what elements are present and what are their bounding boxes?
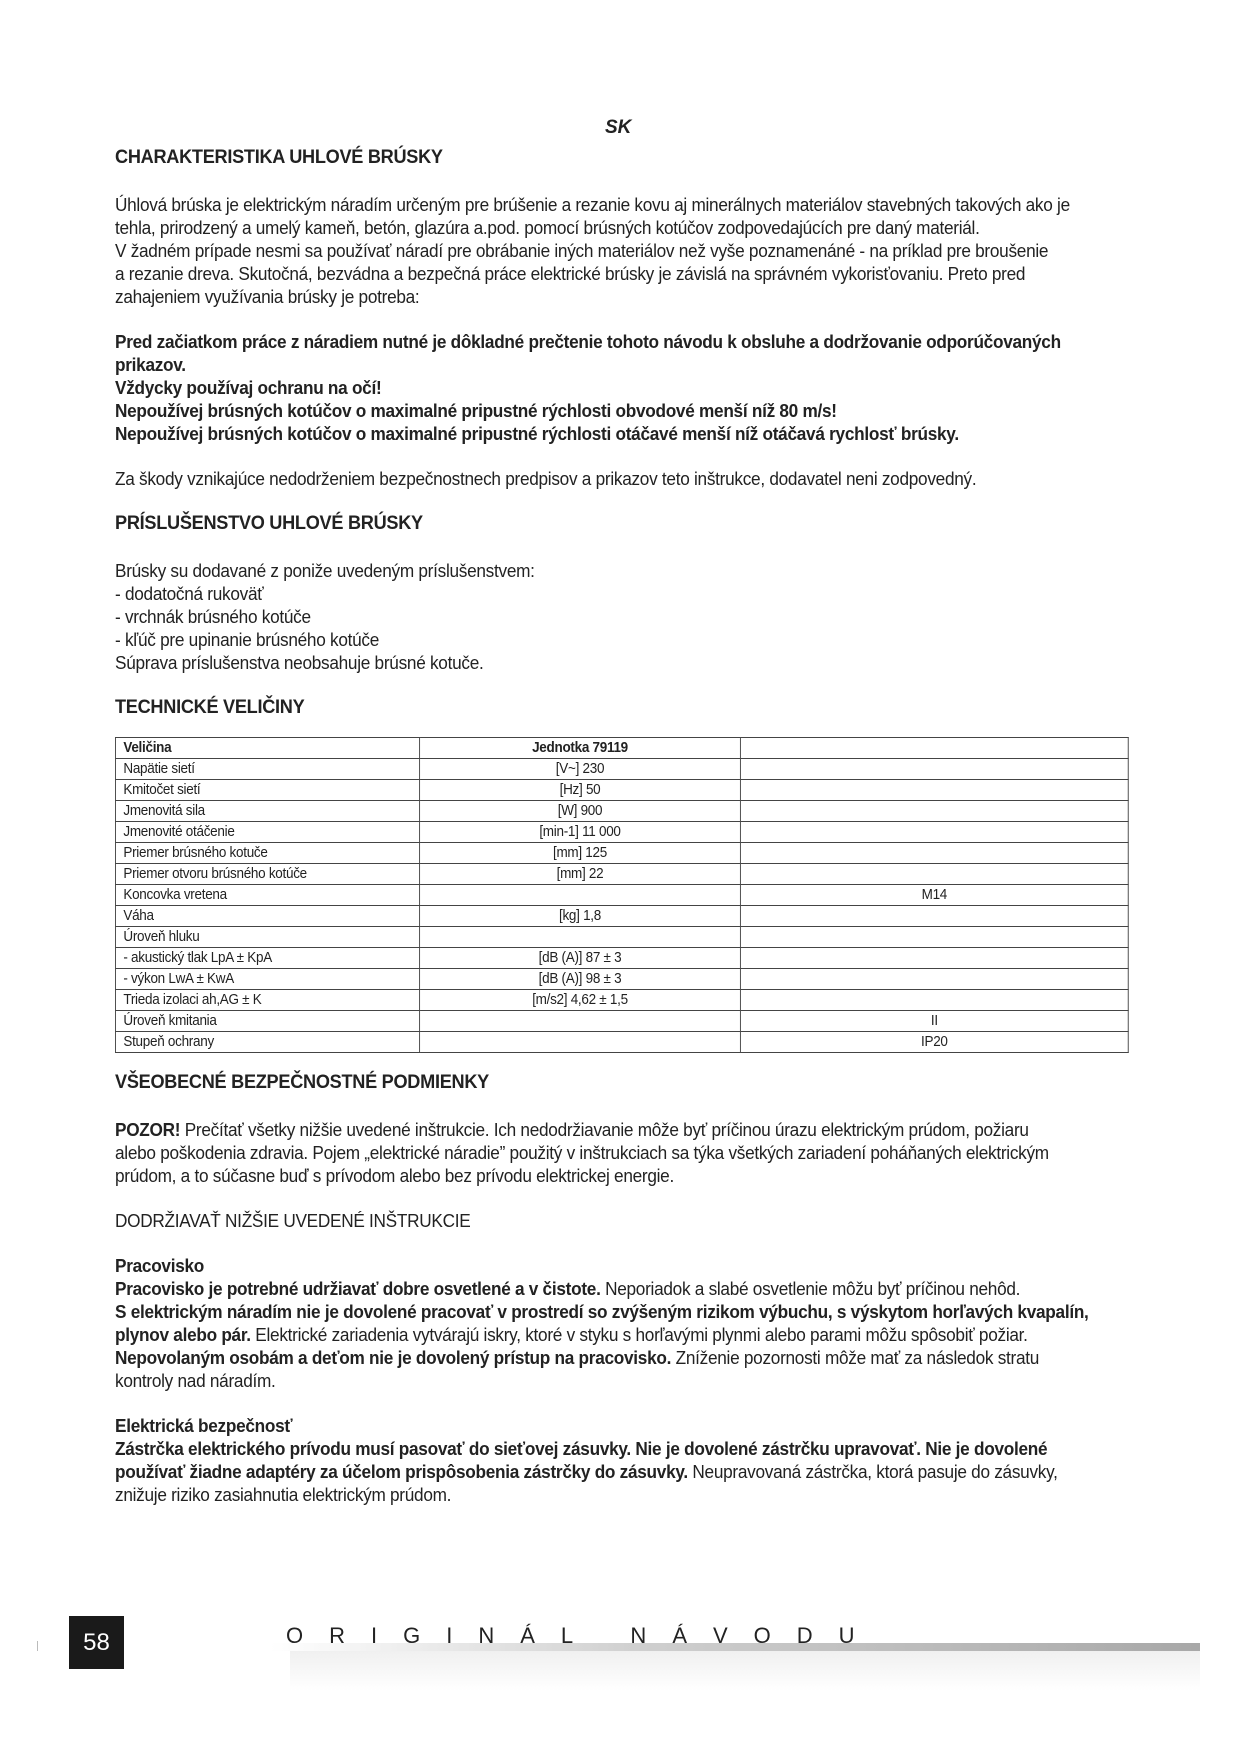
table-cell: [mm] 125 [420, 843, 741, 864]
table-cell [740, 948, 1128, 969]
rule-text: Elektrické zariadenia vytvárajú iskry, ktoré v styku s horľavými plynmi alebo parami môžu spôsobiť požiar. [250, 1324, 1028, 1345]
instructions-subheading: DODRŽIAVAŤ NIŽŠIE UVEDENÉ INŠTRUKCIE [115, 1210, 471, 1231]
table-header-cell: Veličina [115, 738, 419, 759]
accessory-line: - dodatočná rukoväť [115, 583, 264, 604]
table-header-cell [740, 738, 1128, 759]
table-cell: [kg] 1,8 [420, 906, 741, 927]
table-cell: Váha [115, 906, 419, 927]
table-header-row [115, 738, 1128, 759]
accessory-line: - vrchnák brúsného kotúče [115, 606, 311, 627]
pozor-label: POZOR! [115, 1119, 181, 1140]
language-code: SK [605, 117, 632, 138]
table-row [115, 1011, 1128, 1032]
table-cell [740, 843, 1128, 864]
table-cell: M14 [740, 885, 1128, 906]
section-title-technical: TECHNICKÉ VELIČINY [115, 696, 305, 718]
table-cell [420, 1032, 741, 1053]
table-row [115, 843, 1128, 864]
warning-line: prikazov. [115, 354, 186, 375]
table-cell [740, 969, 1128, 990]
table-cell: - výkon LwA ± KwA [115, 969, 419, 990]
table-row [115, 906, 1128, 927]
section-title-characteristics: CHARAKTERISTIKA UHLOVÉ BRÚSKY [115, 146, 443, 168]
page-number: 58 [69, 1616, 124, 1669]
table-cell: [Hz] 50 [420, 780, 741, 801]
rule-bold: používať žiadne adaptéry za účelom prispôsobenia zástrčky do zásuvky. [115, 1461, 688, 1482]
table-cell [740, 864, 1128, 885]
paragraph-line: prúdom, a to súčasne buď s prívodom alebo bez prívodu elektrickej energie. [115, 1165, 674, 1186]
footer-shadow [290, 1651, 1200, 1691]
rule-bold: Pracovisko je potrebné udržiavať dobre osvetlené a v čistote. [115, 1278, 601, 1299]
workplace-rule [115, 1277, 1131, 1300]
paragraph-line: tehla, prirodzený a umelý kameň, betón, glazúra a.pod. pomocí brúsných kotúčov zodpovedajúcích pre daný materiál. [115, 217, 980, 238]
table-cell: Priemer otvoru brúsného kotúče [115, 864, 419, 885]
table-cell: Priemer brúsného kotuče [115, 843, 419, 864]
table-cell [740, 927, 1128, 948]
rule-text: Neupravovaná zástrčka, ktorá pasuje do zásuvky, [687, 1461, 1058, 1482]
table-cell [740, 822, 1128, 843]
rule-text: Neporiadok a slabé osvetlenie môžu byť príčinou nehôd. [600, 1278, 1021, 1299]
table-cell: [W] 900 [420, 801, 741, 822]
table-cell: Trieda izolaci ah,AG ± K [115, 990, 419, 1011]
table-cell: Stupeň ochrany [115, 1032, 419, 1053]
table-cell: Jmenovitá sila [115, 801, 419, 822]
workplace-rule [115, 1323, 1131, 1346]
workplace-rule [115, 1346, 1131, 1369]
electrical-rule [115, 1460, 1131, 1483]
table-cell: Úroveň kmitania [115, 1011, 419, 1032]
accessory-line: Súprava príslušenstva neobsahuje brúsné kotuče. [115, 652, 484, 673]
paragraph-line: Úhlová brúska je elektrickým náradím určeným pre brúšenie a rezanie kovu aj minerálnych materiálov stavebných takových ako je [115, 194, 1070, 215]
rule-text: Zníženie pozornosti môže mať za následok stratu [671, 1347, 1040, 1368]
table-row [115, 1032, 1128, 1053]
rule-bold: Zástrčka elektrického prívodu musí pasovať do sieťovej zásuvky. Nie je dovolené zástrčku upravovať. Nie je dovolené [115, 1438, 1048, 1459]
table-cell: Kmitočet sietí [115, 780, 419, 801]
table-cell: Koncovka vretena [115, 885, 419, 906]
accessory-line: - kľúč pre upinanie brúsného kotúče [115, 629, 380, 650]
rule-bold: Nepovolaným osobám a deťom nie je dovolený prístup na pracovisko. [115, 1347, 672, 1368]
warning-line: Pred začiatkom práce z náradiem nutné je dôkladné prečtenie tohoto návodu k obsluhe a dodržovanie odporúčovaných [115, 331, 1061, 352]
margin-mark [37, 1641, 38, 1651]
table-row [115, 801, 1128, 822]
table-cell: Úroveň hluku [115, 927, 419, 948]
footer-title: ORIGINÁL NÁVODU [286, 1623, 881, 1648]
warning-line: Nepoužívej brúsných kotúčov o maximalné pripustné rýchlosti otáčavé menší níž otáčavá rychlosť brúsky. [115, 423, 959, 444]
table-row [115, 948, 1128, 969]
section-title-safety: VŠEOBECNÉ BEZPEČNOSTNÉ PODMIENKY [115, 1071, 489, 1093]
paragraph-line: znižuje riziko zasiahnutia elektrickým prúdom. [115, 1484, 452, 1505]
table-row [115, 864, 1128, 885]
table-cell [740, 801, 1128, 822]
table-cell: Napätie sietí [115, 759, 419, 780]
table-cell: II [740, 1011, 1128, 1032]
table-cell: [dB (A)] 87 ± 3 [420, 948, 741, 969]
pozor-paragraph [115, 1118, 1131, 1141]
rule-bold: S elektrickým náradím nie je dovolené pracovať v prostredí so zvýšeným rizikom výbuchu, s výskytom horľavých kvapalín, [115, 1301, 1089, 1322]
table-cell [420, 927, 741, 948]
liability-note: Za škody vznikajúce nedodrženiem bezpečnostnech predpisov a prikazov teto inštrukce, dodavatel neni zodpovedný. [115, 468, 977, 489]
workplace-title: Pracovisko [115, 1255, 205, 1276]
table-cell: IP20 [740, 1032, 1128, 1053]
table-cell [740, 906, 1128, 927]
table-cell [420, 885, 741, 906]
table-row [115, 759, 1128, 780]
warning-line: Nepoužívej brúsných kotúčov o maximalné pripustné rýchlosti obvodové menší níž 80 m/s! [115, 400, 837, 421]
table-cell: [V~] 230 [420, 759, 741, 780]
pozor-text: Prečítať všetky nižšie uvedené inštrukcie. Ich nedodržiavanie môže byť príčinou úrazu elektrickým prúdom, požiaru [180, 1119, 1029, 1140]
table-row [115, 990, 1128, 1011]
paragraph-line: alebo poškodenia zdravia. Pojem „elektrické náradie” použitý v inštrukciach sa týka všetkých zariadení poháňaných elektrickým [115, 1142, 1049, 1163]
section-title-accessories: PRÍSLUŠENSTVO UHLOVÉ BRÚSKY [115, 512, 423, 534]
paragraph-line: a rezanie dreva. Skutočná, bezvádna a bezpečná práce elektrické brúsky je závislá na správném vykorisťovaniu. Preto pred [115, 263, 1026, 284]
table-row [115, 822, 1128, 843]
technical-specs-table [115, 737, 1129, 1053]
electrical-safety-title: Elektrická bezpečnosť [115, 1415, 293, 1436]
table-cell [740, 780, 1128, 801]
accessory-line: Brúsky su dodavané z poniže uvedeným príslušenstvem: [115, 560, 535, 581]
table-cell [740, 990, 1128, 1011]
paragraph-line: kontroly nad náradím. [115, 1370, 276, 1391]
paragraph-line: zahajeniem využívania brúsky je potreba: [115, 286, 420, 307]
table-row [115, 780, 1128, 801]
page-content [115, 146, 1131, 1506]
table-cell [420, 1011, 741, 1032]
paragraph-line: V žadném prípade nesmi sa používať náradí pre obrábanie iných materiálov než vyše poznamenáné - na príklad pre broušenie [115, 240, 1049, 261]
table-cell [740, 759, 1128, 780]
table-row [115, 927, 1128, 948]
table-row [115, 969, 1128, 990]
table-cell: [m/s2] 4,62 ± 1,5 [420, 990, 741, 1011]
table-header-cell: Jednotka 79119 [420, 738, 741, 759]
table-cell: [mm] 22 [420, 864, 741, 885]
rule-bold: plynov alebo pár. [115, 1324, 251, 1345]
table-cell: Jmenovité otáčenie [115, 822, 419, 843]
table-cell: - akustický tlak LpA ± KpA [115, 948, 419, 969]
warning-line: Vždycky používaj ochranu na očí! [115, 377, 382, 398]
table-cell: [dB (A)] 98 ± 3 [420, 969, 741, 990]
table-row [115, 885, 1128, 906]
table-cell: [min-1] 11 000 [420, 822, 741, 843]
